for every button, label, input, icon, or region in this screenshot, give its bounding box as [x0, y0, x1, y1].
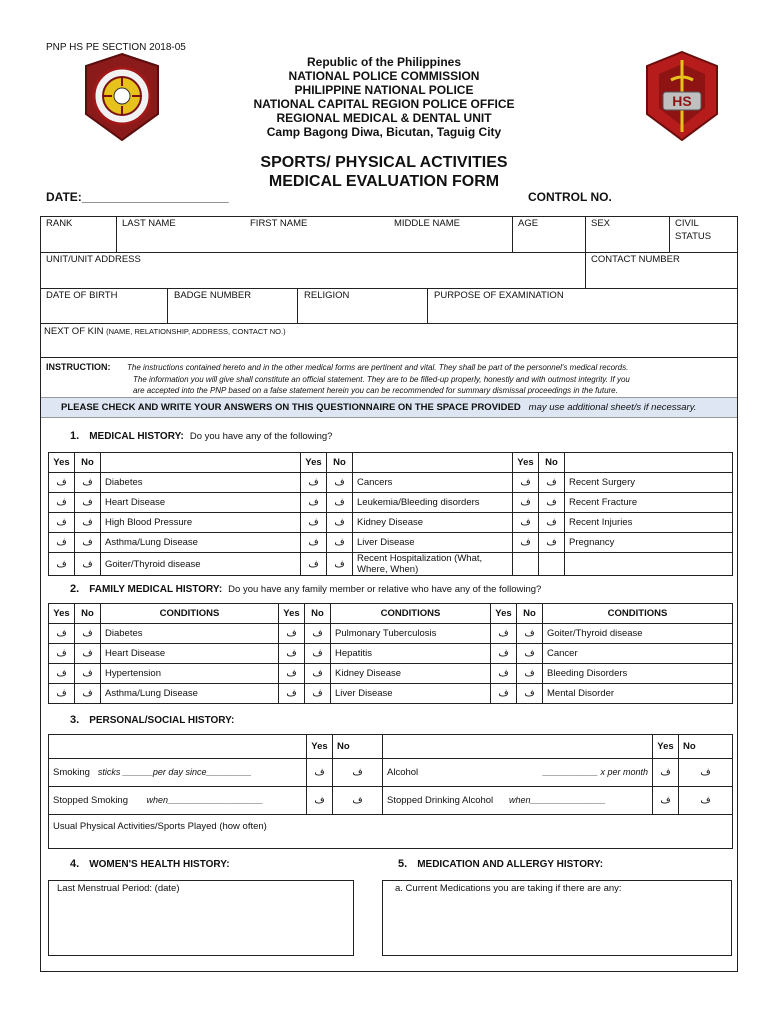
yes-checkbox-mark[interactable]: ف: [513, 473, 539, 493]
sex-label: SEX: [591, 218, 611, 229]
table-row: [49, 624, 733, 644]
family-condition-label: Hepatitis: [331, 644, 491, 664]
yes-checkbox-mark[interactable]: ف: [513, 513, 539, 533]
family-condition-label: Pulmonary Tuberculosis: [331, 624, 491, 644]
form-title-line2: MEDICAL EVALUATION FORM: [268, 173, 500, 190]
table-row: [49, 684, 733, 704]
no-checkbox-mark[interactable]: ف: [75, 513, 101, 533]
medical-condition-label: Asthma/Lung Disease: [101, 533, 301, 553]
no-checkbox-mark[interactable]: ف: [75, 644, 101, 664]
header-pnp: PHILIPPINE NATIONAL POLICE: [294, 83, 474, 97]
no-checkbox-mark[interactable]: ف: [517, 664, 543, 684]
no-checkbox-mark[interactable]: ف: [75, 624, 101, 644]
yes-checkbox-mark[interactable]: ف: [491, 644, 517, 664]
section-5-heading: 5. MEDICATION AND ALLERGY HISTORY:: [398, 858, 604, 870]
next-of-kin-label: NEXT OF KIN (NAME, RELATIONSHIP, ADDRESS, CONTACT NO.): [44, 326, 286, 337]
yes-checkbox-mark[interactable]: ف: [491, 624, 517, 644]
no-checkbox-mark[interactable]: ف: [539, 473, 565, 493]
yes-checkbox-mark[interactable]: ف: [49, 553, 75, 576]
section-3-heading: 3. PERSONAL/SOCIAL HISTORY:: [70, 714, 235, 726]
family-condition-label: Goiter/Thyroid disease: [543, 624, 733, 644]
yes-checkbox-mark[interactable]: ف: [279, 684, 305, 704]
medical-condition-label: Liver Disease: [353, 533, 513, 553]
middle-name-label: MIDDLE NAME: [394, 218, 460, 229]
instruction-line-1: The instructions contained hereto and in the other medical forms are pertinent and vital. They shall be part of the personnel's medical records.: [127, 363, 629, 372]
civil-status-label-1: CIVIL: [675, 218, 699, 229]
yes-checkbox-mark[interactable]: ف: [279, 624, 305, 644]
header-republic: Republic of the Philippines: [306, 55, 461, 69]
health-service-seal-logo: [643, 50, 721, 142]
instruction-label: INSTRUCTION:: [46, 362, 111, 372]
date-field[interactable]: DATE:______________________: [46, 190, 229, 204]
civil-status-label-2: STATUS: [675, 231, 712, 242]
no-checkbox-mark[interactable]: ف: [517, 644, 543, 664]
medical-condition-label: Goiter/Thyroid disease: [101, 553, 301, 576]
last-menstrual-period-box[interactable]: [48, 880, 354, 956]
purpose-label: PURPOSE OF EXAMINATION: [434, 290, 564, 301]
checkbox-mark[interactable]: ف: [679, 787, 733, 815]
family-condition-label: Heart Disease: [101, 644, 279, 664]
medical-condition-label: [565, 553, 733, 576]
medical-condition-label: Recent Fracture: [565, 493, 733, 513]
badge-number-label: BADGE NUMBER: [174, 290, 252, 301]
medical-condition-label: Diabetes: [101, 473, 301, 493]
section-4-heading: 4. WOMEN'S HEALTH HISTORY:: [70, 858, 230, 870]
yes-checkbox-mark[interactable]: ف: [301, 493, 327, 513]
no-checkbox-mark[interactable]: ف: [327, 493, 353, 513]
family-history-table: Yes No CONDITIONS Yes No CONDITIONS Yes No CONDITIONS ف ف Diabetes ف ف Pulmonary Tuberculosis ف ف Goiter/Thyroid disease ف ف Heart Disease ف ف Hepatitis ف ف Cancer ف ف Hypertension ف ف Kidney Disease ف ف Bleeding Disorders ف ف Asthma/Lung Disease ف ف Liver Disease ف ف Mental Disorder: [48, 603, 733, 704]
section-2-heading: 2. FAMILY MEDICAL HISTORY: Do you have any family member or relative who have any of the following?: [70, 583, 542, 595]
yes-checkbox-mark[interactable]: ف: [491, 664, 517, 684]
table-row: [49, 553, 733, 576]
alcohol-row-label: Alcohol ___________ x per month: [383, 759, 653, 787]
checkbox-mark[interactable]: ف: [333, 759, 383, 787]
instruction-line-3: are accepted into the PNP based on a false statement herein you can be recommended for summary dismissal proceedings in the future.: [133, 386, 618, 395]
control-number-field[interactable]: CONTROL NO.: [528, 190, 612, 204]
family-condition-label: Asthma/Lung Disease: [101, 684, 279, 704]
yes-checkbox-mark[interactable]: ف: [513, 533, 539, 553]
yes-checkbox-mark[interactable]: ف: [301, 513, 327, 533]
yes-checkbox-mark[interactable]: ف: [49, 473, 75, 493]
instruction-line-2: The information you will give shall constitute an official statement. They are to be filled-up properly, honestly and with outmost integrity. If you: [133, 375, 630, 384]
last-name-label: LAST NAME: [122, 218, 176, 229]
header-medical-unit: REGIONAL MEDICAL & DENTAL UNIT: [276, 111, 492, 125]
yes-checkbox-mark[interactable]: ف: [279, 644, 305, 664]
medications-label: a. Current Medications you are taking if there are any:: [395, 883, 622, 894]
family-condition-label: Cancer: [543, 644, 733, 664]
medical-condition-label: High Blood Pressure: [101, 513, 301, 533]
unit-address-label: UNIT/UNIT ADDRESS: [46, 254, 141, 265]
section-1-heading: 1. MEDICAL HISTORY: Do you have any of the following?: [70, 430, 333, 442]
no-checkbox-mark[interactable]: ف: [75, 493, 101, 513]
no-checkbox-mark[interactable]: ف: [539, 533, 565, 553]
yes-checkbox-mark[interactable]: ف: [513, 493, 539, 513]
yes-checkbox-mark[interactable]: ف: [49, 684, 75, 704]
date-of-birth-label: DATE OF BIRTH: [46, 290, 118, 301]
personal-history-table: Yes No Yes No Smoking sticks ______per day since_________ ف ف Alcohol ___________ x per month ف ف Stopped Smoking when___________________ ف ف Stopped Drinking Alcohol when_______________ ف ف Usual Physical Activities/Sports Played (how often): [48, 734, 733, 849]
contact-number-label: CONTACT NUMBER: [591, 254, 680, 265]
pnp-seal-logo: [82, 52, 162, 142]
no-checkbox-mark[interactable]: ف: [517, 624, 543, 644]
yes-checkbox-mark[interactable]: ف: [49, 644, 75, 664]
form-title-line1: SPORTS/ PHYSICAL ACTIVITIES: [260, 154, 508, 171]
table-row: [49, 664, 733, 684]
religion-label: RELIGION: [304, 290, 350, 301]
medical-condition-label: Kidney Disease: [353, 513, 513, 533]
form-code: PNP HS PE SECTION 2018-05: [46, 42, 186, 53]
smoking-row-label: Smoking sticks ______per day since_________: [49, 759, 307, 787]
checkbox-mark[interactable]: ف: [307, 787, 333, 815]
current-medications-box[interactable]: [382, 880, 732, 956]
checkbox-mark[interactable]: ف: [333, 787, 383, 815]
no-checkbox-mark[interactable]: ف: [539, 493, 565, 513]
table-row: [49, 513, 733, 533]
age-label: AGE: [518, 218, 539, 229]
medical-condition-label: Recent Surgery: [565, 473, 733, 493]
family-condition-label: Hypertension: [101, 664, 279, 684]
table-row: [49, 644, 733, 664]
yes-checkbox-mark[interactable]: ف: [301, 473, 327, 493]
family-condition-label: Kidney Disease: [331, 664, 491, 684]
stopped-drinking-row-label: Stopped Drinking Alcohol when_______________: [383, 787, 653, 815]
no-checkbox-mark[interactable]: ف: [75, 473, 101, 493]
header-napolcom: NATIONAL POLICE COMMISSION: [288, 69, 480, 83]
table-row: [49, 493, 733, 513]
no-checkbox-mark[interactable]: ف: [75, 533, 101, 553]
yes-checkbox-mark[interactable]: ف: [49, 664, 75, 684]
table-row: [49, 533, 733, 553]
family-condition-label: Diabetes: [101, 624, 279, 644]
instruction-band: PLEASE CHECK AND WRITE YOUR ANSWERS ON THIS QUESTIONNAIRE ON THE SPACE PROVIDED may use additional sheet/s if necessary.: [41, 397, 737, 418]
medical-condition-label: Heart Disease: [101, 493, 301, 513]
no-checkbox-mark[interactable]: ف: [305, 684, 331, 704]
no-checkbox-mark[interactable]: ف: [75, 684, 101, 704]
hs-seal-text: HS: [672, 93, 692, 109]
no-checkbox-mark[interactable]: ف: [327, 473, 353, 493]
yes-checkbox-mark[interactable]: ف: [279, 664, 305, 684]
checkbox-mark[interactable]: ف: [653, 759, 679, 787]
medical-history-table: Yes No Yes No Yes No ف ف Diabetes ف ف Cancers ف ف Recent Surgery ف ف Heart Disease ف ف Leukemia/Bleeding disorders ف ف Recent Fracture ف ف High Blood Pressure ف ف Kidney Disease ف ف Recent Injuries ف ف Asthma/Lung Disease ف ف Liver Disease ف ف Pregnancy ف ف Goiter/Thyroid disease ف ف Recent Hospitalization (What, Where, When): [48, 452, 733, 576]
no-checkbox-mark[interactable]: ف: [517, 684, 543, 704]
yes-checkbox-mark[interactable]: ف: [49, 533, 75, 553]
header-address: Camp Bagong Diwa, Bicutan, Taguig City: [266, 125, 502, 139]
yes-checkbox-mark[interactable]: ف: [49, 513, 75, 533]
header-ncrpo: NATIONAL CAPITAL REGION POLICE OFFICE: [253, 97, 515, 111]
no-checkbox-mark[interactable]: ف: [327, 513, 353, 533]
first-name-label: FIRST NAME: [250, 218, 308, 229]
yes-checkbox-mark[interactable]: ف: [301, 553, 327, 576]
no-checkbox-mark[interactable]: ف: [75, 664, 101, 684]
activities-field[interactable]: Usual Physical Activities/Sports Played (how often): [49, 815, 733, 849]
yes-checkbox-mark[interactable]: ف: [301, 533, 327, 553]
medical-condition-label: Recent Injuries: [565, 513, 733, 533]
family-condition-label: Bleeding Disorders: [543, 664, 733, 684]
stopped-smoking-row-label: Stopped Smoking when___________________: [49, 787, 307, 815]
yes-checkbox-mark[interactable]: ف: [491, 684, 517, 704]
no-checkbox-mark[interactable]: ف: [305, 664, 331, 684]
medical-condition-label: Leukemia/Bleeding disorders: [353, 493, 513, 513]
medical-condition-label: Pregnancy: [565, 533, 733, 553]
family-condition-label: Mental Disorder: [543, 684, 733, 704]
medical-condition-label: Cancers: [353, 473, 513, 493]
yes-checkbox-mark[interactable]: ف: [49, 624, 75, 644]
no-checkbox-mark[interactable]: ف: [327, 533, 353, 553]
family-condition-label: Liver Disease: [331, 684, 491, 704]
checkbox-mark[interactable]: ف: [307, 759, 333, 787]
no-checkbox-mark[interactable]: ف: [305, 624, 331, 644]
no-checkbox-mark[interactable]: ف: [327, 553, 353, 576]
checkbox-mark[interactable]: ف: [653, 787, 679, 815]
no-checkbox-mark[interactable]: ف: [75, 553, 101, 576]
medical-condition-label: Recent Hospitalization (What, Where, When): [353, 553, 513, 576]
lmp-label: Last Menstrual Period: (date): [57, 883, 180, 894]
rank-label: RANK: [46, 218, 73, 229]
no-checkbox-mark[interactable]: ف: [305, 644, 331, 664]
no-checkbox-mark[interactable]: ف: [539, 513, 565, 533]
table-row: [49, 473, 733, 493]
yes-checkbox-mark[interactable]: ف: [49, 493, 75, 513]
checkbox-mark[interactable]: ف: [679, 759, 733, 787]
